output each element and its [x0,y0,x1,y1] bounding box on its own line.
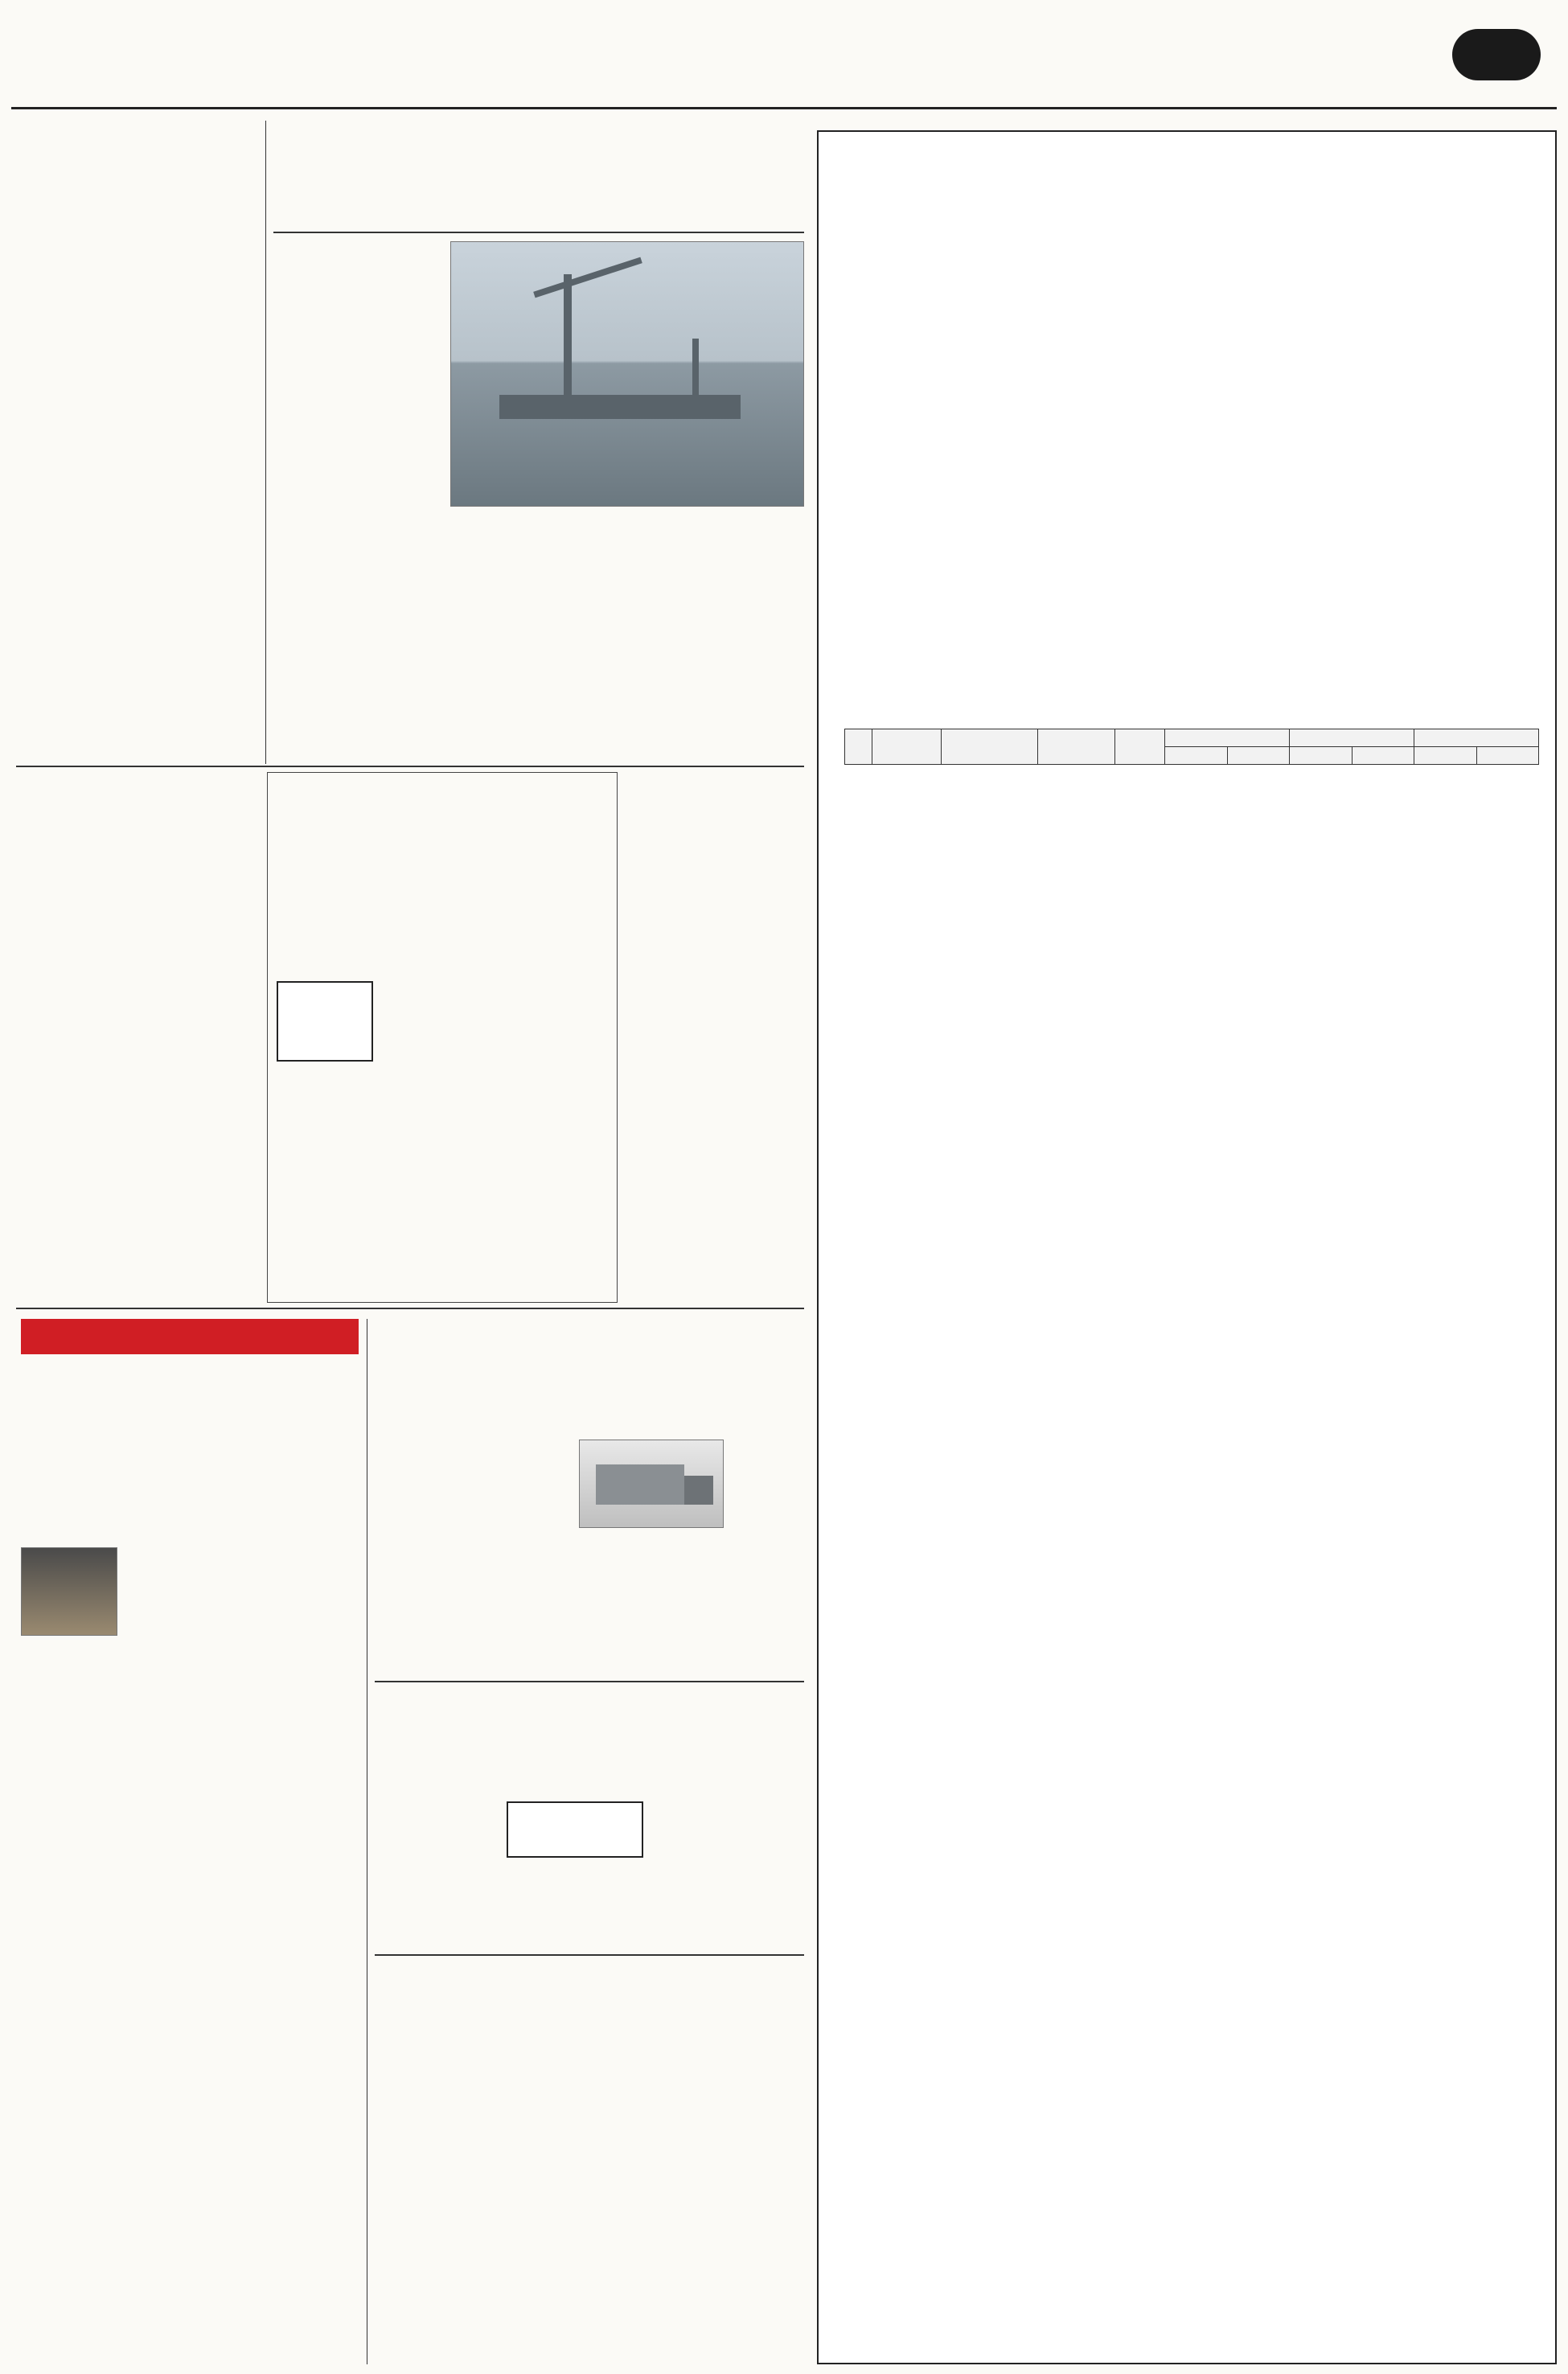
page-number [1452,29,1541,80]
col-hat [942,729,1038,765]
story3-headline [21,774,254,838]
story4-pullquote [277,981,373,1062]
col-phase-1 [1165,729,1290,747]
section-divider [16,1308,804,1309]
col-schedule-price [1115,729,1165,765]
col-phase-2 [1290,729,1414,747]
col-union [872,729,942,765]
sub-sale [1414,747,1477,765]
story1-body [21,207,254,754]
story3-body [21,860,254,1295]
story2-body [273,259,442,758]
brief-body [21,1948,359,2358]
briefs-header [21,1319,359,1354]
section-divider [375,1681,804,1682]
story6-body [375,1383,804,1673]
masthead [11,11,1557,109]
fire-photo [21,1547,117,1636]
story2-subheadline [273,185,804,227]
sub-submit [1352,747,1414,765]
tender-notice [817,130,1557,2364]
headline-rule [273,232,804,233]
story5-subheadline [626,812,804,838]
story5-headline [626,774,804,812]
col-serial [845,729,872,765]
brief-title [21,1742,359,1766]
harbor-photo [450,241,804,507]
story6-headline [375,1319,804,1361]
story7-headline [375,1689,804,1731]
story7-body [375,1753,804,1946]
col-govt-price [1038,729,1115,765]
section-divider [375,1954,804,1956]
section-divider [16,766,804,767]
ijara-table [844,729,1539,765]
story1-headline [21,121,254,185]
brief-body [21,1390,359,1510]
brief-body [124,1547,359,1732]
sub-sale [1290,747,1353,765]
story2-body-continued [450,515,804,756]
story8-body [375,2075,804,2356]
story5-body [626,860,804,1295]
story4-body [380,880,611,1298]
sub-submit [1476,747,1539,765]
brief-title [21,1364,359,1388]
sub-sale [1165,747,1228,765]
brief-title [21,1922,359,1946]
brief-body [21,1768,359,1912]
story2-headline [273,121,804,185]
brief-title [21,1520,359,1544]
column-divider [265,121,266,764]
col-phase-3 [1414,729,1539,747]
story8-headline [375,1962,804,2051]
sub-submit [1227,747,1290,765]
story4-headline [273,778,611,856]
notice-intro [844,322,1536,692]
